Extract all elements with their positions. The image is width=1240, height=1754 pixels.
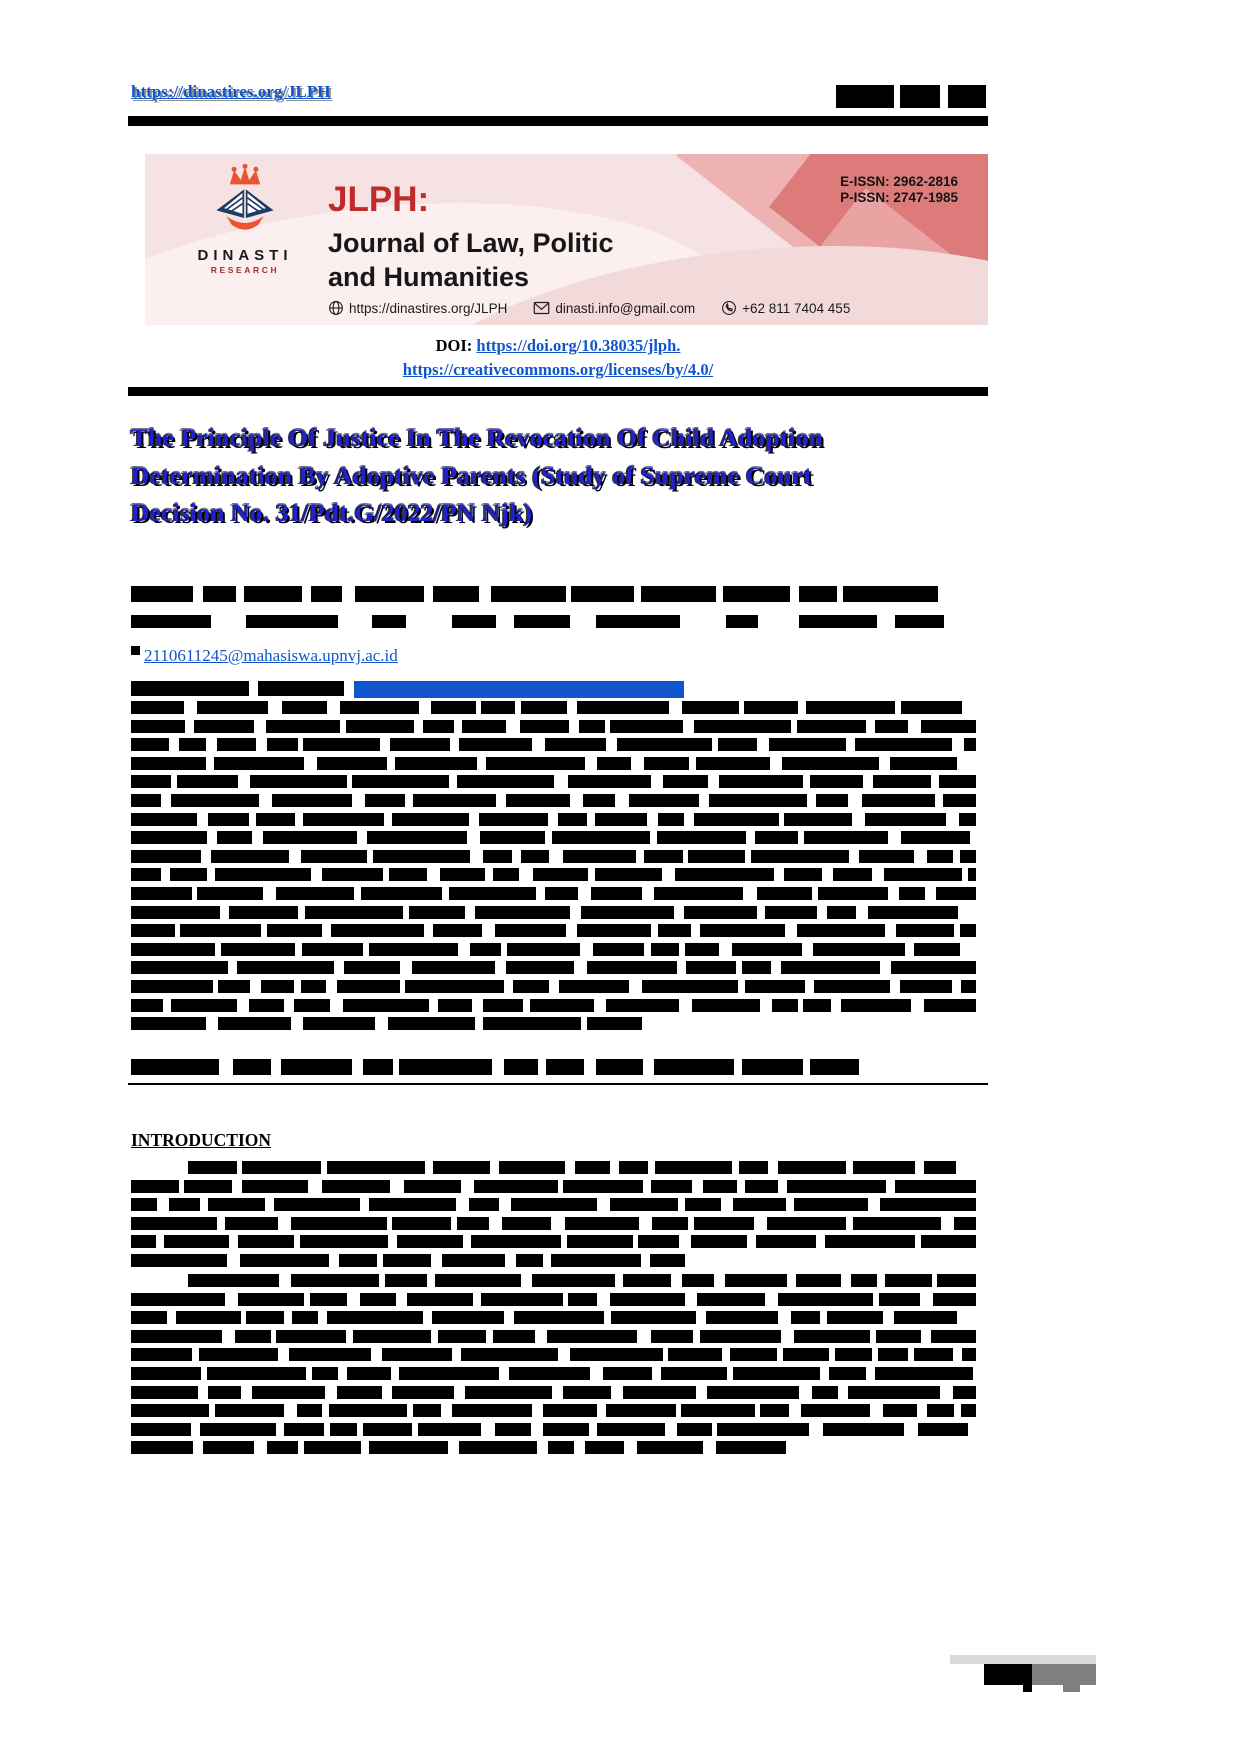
phone-item (721, 300, 850, 316)
email-text: dinasti.info@gmail.com (555, 300, 696, 316)
corresponding-label-redacted (258, 681, 344, 696)
license-line (128, 360, 988, 380)
journal-title-line2: and Humanities (328, 262, 530, 292)
footer-decoration (1023, 1685, 1032, 1692)
keywords-line-redacted (131, 1059, 988, 1079)
globe-icon (328, 300, 344, 316)
footer-page-label-redacted (1032, 1664, 1096, 1685)
envelope-icon (533, 301, 550, 315)
footer-rule (950, 1655, 1096, 1664)
crown-open-book-icon (203, 164, 287, 240)
journal-acronym: JLPH: (328, 180, 430, 219)
logo-subtitle: RESEARCH (210, 265, 280, 275)
footer-decoration (1063, 1685, 1080, 1692)
phone-text: +62 811 7404 455 (742, 300, 851, 316)
corresponding-email-link-redacted[interactable] (354, 681, 684, 698)
banner-contact-row (328, 300, 850, 316)
article-title-line3: Decision No. 31/Pdt.G/2022/PN Njk) (131, 498, 533, 527)
body-paragraph-1-redacted (131, 1161, 976, 1273)
article-title (131, 419, 1001, 532)
phone-icon (721, 300, 737, 316)
license-link[interactable]: https://creativecommons.org/licenses/by/4.0/ (402, 360, 714, 379)
logo-name: DINASTI (197, 247, 293, 264)
superscript-marker-redacted (131, 646, 140, 655)
article-title-line1: The Principle Of Justice In The Revocation Of Child Adoption (131, 423, 824, 452)
author-affiliations-redacted (131, 615, 969, 635)
header-divider-rule (128, 116, 988, 126)
article-title-line2: Determination By Adoptive Parents (Study of Supreme Court (131, 460, 813, 490)
website-item (328, 300, 507, 316)
eissn-text: E-ISSN: 2962-2816 (840, 174, 958, 189)
abstract-text-redacted (131, 701, 976, 1036)
issn-block (840, 174, 958, 206)
corresponding-label-redacted (131, 681, 249, 696)
website-text: https://dinastires.org/JLPH (349, 300, 508, 316)
dinasti-logo (181, 164, 309, 275)
corresponding-author-row (131, 681, 684, 698)
introduction-heading: INTRODUCTION (131, 1130, 272, 1150)
body-paragraph-2-redacted (131, 1274, 976, 1460)
section-divider-rule (128, 387, 988, 396)
header-journal-link[interactable]: https://dinastires.org/JLPH (131, 82, 331, 101)
header-volume-info-redacted (836, 85, 986, 108)
author-email-link[interactable]: 2110611245@mahasiswa.upnvj.ac.id (144, 646, 398, 665)
email-item (533, 301, 695, 316)
doi-line (128, 336, 988, 356)
author-names-redacted (131, 586, 969, 608)
journal-banner (145, 154, 988, 325)
pissn-text: P-ISSN: 2747-1985 (840, 190, 958, 205)
journal-title-line1: Journal of Law, Politic (328, 228, 614, 258)
author-email-row (131, 646, 398, 666)
footer-page-number-redacted (984, 1664, 1032, 1685)
doi-label: DOI: (435, 336, 473, 355)
keywords-underline-rule (128, 1083, 988, 1085)
doi-link[interactable]: https://doi.org/10.38035/jlph. (476, 336, 681, 355)
